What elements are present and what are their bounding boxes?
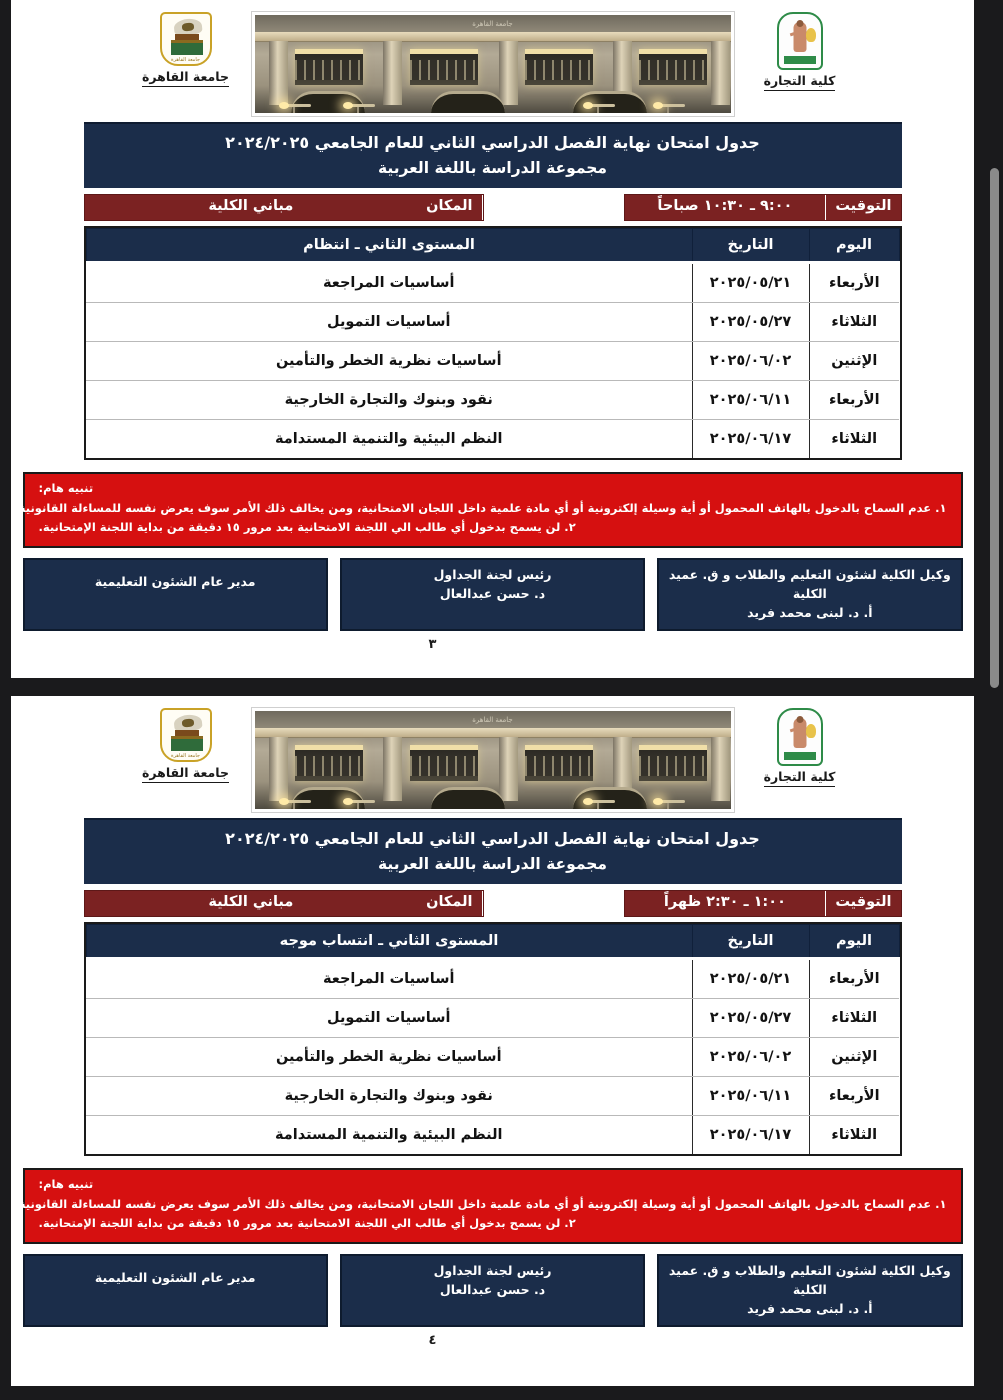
header-date: التاريخ — [692, 229, 809, 263]
faculty-building-photo — [252, 12, 734, 116]
cell-subject: النظم البيئية والتنمية المستدامة — [86, 420, 692, 459]
scrollbar-thumb[interactable] — [990, 168, 999, 688]
brand-commerce-faculty — [740, 708, 860, 787]
building-photo-container — [246, 708, 740, 812]
notice-item: ٢. لن يسمح بدخول أي طالب الي اللجنة الامتحانية بعد مرور ١٥ دقيقة من بداية اللجنة الإمتحانية. — [38, 520, 576, 535]
table-row — [86, 959, 899, 999]
cell-subject: نقود وبنوك والتجارة الخارجية — [86, 381, 692, 420]
cell-date: ٢٠٢٥/٠٦/١١ — [692, 381, 809, 420]
exam-place-badge — [84, 890, 484, 917]
vertical-scrollbar[interactable] — [985, 0, 1003, 1400]
commerce-faculty-logo-icon — [777, 708, 823, 766]
cell-day: الإثنين — [809, 1038, 899, 1077]
cell-date: ٢٠٢٥/٠٦/١٧ — [692, 420, 809, 459]
commerce-faculty-caption: كلية التجارة — [764, 73, 836, 91]
signature-role: وكيل الكلية لشئون التعليم والطلاب و ق. عميد الكلية — [668, 1263, 951, 1297]
photo-facade-sign: جامعة القاهرة — [472, 716, 513, 724]
schedule-table-container — [84, 922, 902, 1156]
commerce-faculty-caption: كلية التجارة — [764, 769, 836, 787]
page-separator — [0, 678, 985, 696]
signature-education-affairs-director — [23, 558, 328, 631]
brand-cairo-university — [126, 708, 246, 783]
exam-place-value: مباني الكلية — [208, 198, 294, 215]
cell-date: ٢٠٢٥/٠٥/٢١ — [692, 959, 809, 999]
cell-date: ٢٠٢٥/٠٥/٢١ — [692, 263, 809, 303]
notice-title: تنبيه هام: — [38, 481, 94, 496]
header-subject: المستوى الثاني ـ انتظام — [86, 229, 692, 263]
signature-role: رئيس لجنة الجداول — [433, 1263, 552, 1279]
document-page-1 — [11, 0, 974, 678]
schedule-title-primary: جدول امتحان نهاية الفصل الدراسي الثاني للعام الجامعي ٢٠٢٤/٢٠٢٥ — [225, 829, 760, 848]
signature-vice-dean — [657, 1254, 962, 1327]
exam-place-value: مباني الكلية — [208, 894, 294, 911]
cell-date: ٢٠٢٥/٠٦/١١ — [692, 1077, 809, 1116]
exam-time-badge — [624, 194, 902, 221]
signature-role: مدير عام الشئون التعليمية — [94, 574, 256, 590]
cell-date: ٢٠٢٥/٠٥/٢٧ — [692, 999, 809, 1038]
cell-subject: النظم البيئية والتنمية المستدامة — [86, 1116, 692, 1155]
table-header-row — [86, 925, 899, 959]
cell-day: الأربعاء — [809, 1077, 899, 1116]
exam-place-label: المكان — [417, 195, 482, 220]
signature-vice-dean — [657, 558, 962, 631]
table-row — [86, 263, 899, 303]
exam-place-badge — [84, 194, 484, 221]
exam-place-label: المكان — [417, 891, 482, 916]
signature-name: أ. د. لبنى محمد فريد — [747, 1300, 873, 1316]
exam-time-value: ٩:٠٠ ـ ١٠:٣٠ صباحاً — [657, 198, 793, 215]
header-day: اليوم — [809, 925, 899, 959]
page-masthead — [11, 704, 974, 816]
signature-role: مدير عام الشئون التعليمية — [94, 1270, 256, 1286]
faculty-building-photo — [252, 708, 734, 812]
signature-row — [23, 558, 963, 631]
schedule-title-secondary: مجموعة الدراسة باللغة العربية — [377, 159, 608, 177]
notice-item: ١. عدم السماح بالدخول بالهاتف المحمول أو أية وسيلة إلكترونية أو أي مادة علمية داخل اللجان الامتحانية، ومن يخالف ذلك الأمر سوف يعرض نفسه للمساءلة القانونية. — [14, 1197, 947, 1212]
schedule-table — [86, 228, 900, 458]
schedule-title-block — [84, 818, 902, 884]
signature-role: وكيل الكلية لشئون التعليم والطلاب و ق. عميد الكلية — [668, 567, 951, 601]
notice-item: ١. عدم السماح بالدخول بالهاتف المحمول أو أية وسيلة إلكترونية أو أي مادة علمية داخل اللجان الامتحانية، ومن يخالف ذلك الأمر سوف يعرض نفسه للمساءلة القانونية. — [14, 501, 947, 516]
table-row — [86, 303, 899, 342]
cell-subject: أساسيات التمويل — [86, 303, 692, 342]
schedule-title-block — [84, 122, 902, 188]
document-page-2 — [11, 696, 974, 1386]
cell-day: الأربعاء — [809, 263, 899, 303]
header-day: اليوم — [809, 229, 899, 263]
cell-day: الثلاثاء — [809, 420, 899, 459]
brand-commerce-faculty — [740, 12, 860, 91]
header-date: التاريخ — [692, 925, 809, 959]
cell-day: الثلاثاء — [809, 999, 899, 1038]
cell-subject: نقود وبنوك والتجارة الخارجية — [86, 1077, 692, 1116]
cairo-university-caption: جامعة القاهرة — [142, 69, 229, 87]
exam-time-value: ١:٠٠ ـ ٢:٣٠ ظهراً — [663, 894, 786, 911]
page-number: ٤ — [428, 1333, 437, 1349]
important-notice-box — [14, 1168, 963, 1244]
cell-subject: أساسيات المراجعة — [86, 263, 692, 303]
schedule-table-container — [84, 226, 902, 460]
signature-education-affairs-director — [23, 1254, 328, 1327]
cell-date: ٢٠٢٥/٠٦/٠٢ — [692, 1038, 809, 1077]
commerce-faculty-logo-icon — [777, 12, 823, 70]
table-row — [86, 1077, 899, 1116]
schedule-table — [86, 924, 900, 1154]
cell-subject: أساسيات نظرية الخطر والتأمين — [86, 342, 692, 381]
signature-schedule-committee-head — [340, 1254, 645, 1327]
building-photo-container — [246, 12, 740, 116]
schedule-table-body — [86, 263, 899, 459]
signature-row — [23, 1254, 963, 1327]
signature-name: د. حسن عبدالعال — [439, 585, 546, 601]
table-row — [86, 1116, 899, 1155]
cairo-university-caption: جامعة القاهرة — [142, 765, 229, 783]
table-row — [86, 342, 899, 381]
cell-date: ٢٠٢٥/٠٥/٢٧ — [692, 303, 809, 342]
table-header-row — [86, 229, 899, 263]
cell-subject: أساسيات التمويل — [86, 999, 692, 1038]
notice-title: تنبيه هام: — [38, 1177, 94, 1192]
signature-schedule-committee-head — [340, 558, 645, 631]
schedule-title-secondary: مجموعة الدراسة باللغة العربية — [377, 855, 608, 873]
signature-name: د. حسن عبدالعال — [439, 1281, 546, 1297]
important-notice-box — [14, 472, 963, 548]
signature-name: أ. د. لبنى محمد فريد — [747, 604, 873, 620]
schedule-table-body — [86, 959, 899, 1155]
exam-time-label: التوقيت — [825, 195, 900, 220]
cell-day: الأربعاء — [809, 959, 899, 999]
table-row — [86, 381, 899, 420]
schedule-meta-strip — [84, 194, 902, 221]
cell-day: الأربعاء — [809, 381, 899, 420]
exam-time-label: التوقيت — [825, 891, 900, 916]
header-subject: المستوى الثاني ـ انتساب موجه — [86, 925, 692, 959]
cairo-university-logo-icon: جامعة القاهرة — [160, 12, 212, 66]
notice-item: ٢. لن يسمح بدخول أي طالب الي اللجنة الامتحانية بعد مرور ١٥ دقيقة من بداية اللجنة الإمتحانية. — [38, 1216, 576, 1231]
page-masthead — [11, 8, 974, 120]
cairo-university-logo-icon: جامعة القاهرة — [160, 708, 212, 762]
table-row — [86, 420, 899, 459]
cell-subject: أساسيات نظرية الخطر والتأمين — [86, 1038, 692, 1077]
table-row — [86, 1038, 899, 1077]
schedule-title-primary: جدول امتحان نهاية الفصل الدراسي الثاني للعام الجامعي ٢٠٢٤/٢٠٢٥ — [225, 133, 760, 152]
cell-day: الثلاثاء — [809, 1116, 899, 1155]
cell-subject: أساسيات المراجعة — [86, 959, 692, 999]
cell-date: ٢٠٢٥/٠٦/١٧ — [692, 1116, 809, 1155]
page-number: ٣ — [428, 637, 437, 653]
signature-role: رئيس لجنة الجداول — [433, 567, 552, 583]
cell-date: ٢٠٢٥/٠٦/٠٢ — [692, 342, 809, 381]
cell-day: الثلاثاء — [809, 303, 899, 342]
table-row — [86, 999, 899, 1038]
schedule-meta-strip — [84, 890, 902, 917]
exam-time-badge — [624, 890, 902, 917]
cell-day: الإثنين — [809, 342, 899, 381]
brand-cairo-university — [126, 12, 246, 87]
photo-facade-sign: جامعة القاهرة — [472, 20, 513, 28]
